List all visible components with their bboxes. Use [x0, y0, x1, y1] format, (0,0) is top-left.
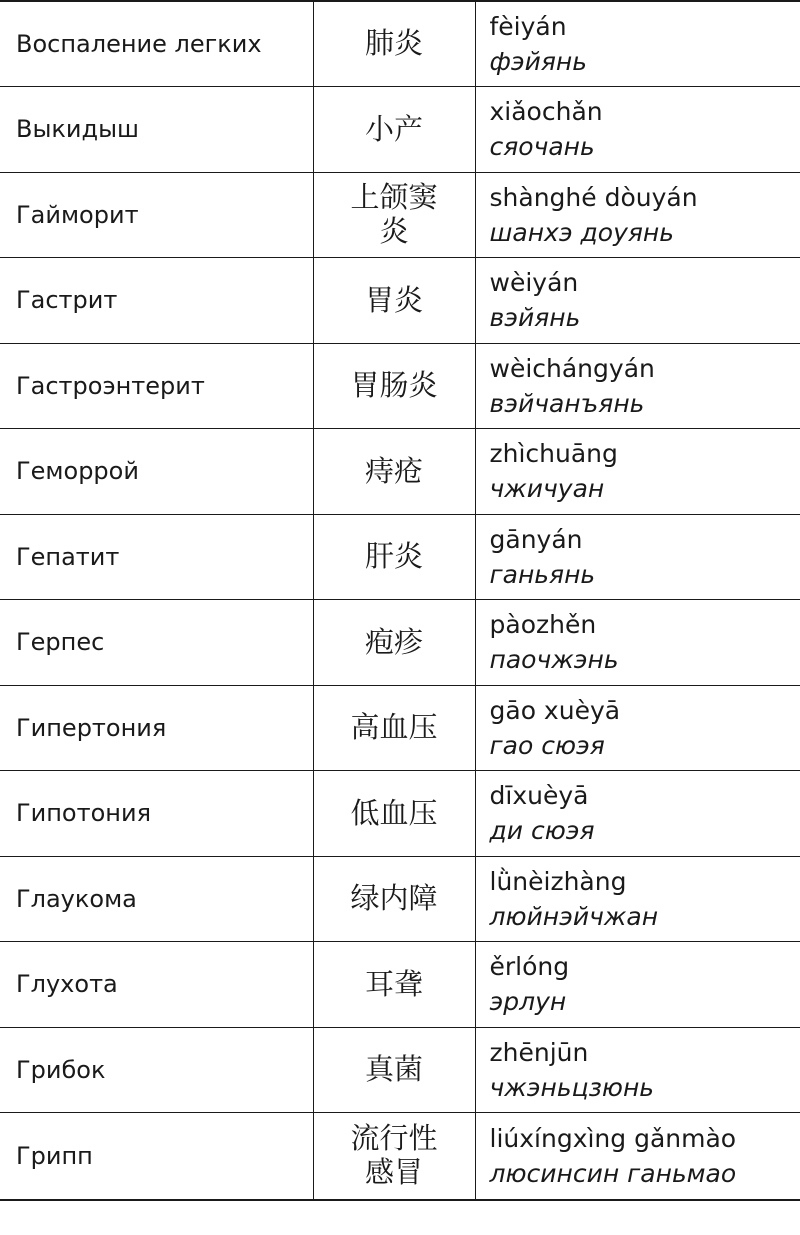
russian-term: Глаукома: [0, 856, 313, 942]
table-row: [0, 87, 800, 173]
transcription-cell: [475, 258, 800, 344]
chinese-term: [313, 172, 475, 258]
chinese-characters: 疱疹: [364, 624, 423, 659]
table-row: [0, 942, 800, 1028]
pinyin: lǜnèizhàng: [489, 866, 627, 896]
chinese-characters: 肝炎: [364, 539, 423, 574]
transcription-cell: [475, 87, 800, 173]
chinese-characters: 肺炎: [364, 26, 423, 61]
pinyin: pàozhěn: [489, 610, 597, 640]
chinese-characters: 痔疮: [364, 453, 423, 488]
chinese-characters: 上颌窦炎: [350, 180, 438, 248]
russian-term: Грибок: [0, 1027, 313, 1113]
cyrillic-transcription: чжэньцзюнь: [489, 1072, 655, 1102]
chinese-term: [313, 1, 475, 87]
chinese-term: [313, 600, 475, 686]
pinyin: zhēnjūn: [489, 1037, 589, 1067]
cyrillic-transcription: эрлун: [489, 987, 567, 1017]
chinese-characters: 流行性感冒: [350, 1121, 438, 1189]
cyrillic-transcription: шанхэ доуянь: [489, 217, 674, 247]
transcription-cell: [475, 771, 800, 857]
pinyin: fèiyán: [489, 12, 567, 41]
table-row: [0, 172, 800, 258]
russian-term: Гастроэнтерит: [0, 343, 313, 429]
pinyin: wèiyán: [489, 268, 579, 298]
table-row: [0, 1, 800, 87]
chinese-term: [313, 856, 475, 942]
cyrillic-transcription: люсинсин ганьмао: [489, 1158, 737, 1188]
table-row: [0, 856, 800, 942]
pinyin: wèichángyán: [489, 353, 655, 383]
transcription-cell: [475, 429, 800, 515]
chinese-characters: 高血压: [350, 710, 438, 745]
cyrillic-transcription: вэйянь: [489, 303, 581, 333]
cyrillic-transcription: ди сюэя: [489, 816, 595, 846]
pinyin: ěrlóng: [489, 952, 570, 982]
pinyin: dīxuèyā: [489, 781, 589, 811]
russian-term: Гипертония: [0, 685, 313, 771]
chinese-characters: 胃肠炎: [350, 368, 438, 403]
table-row: [0, 258, 800, 344]
chinese-characters: 耳聋: [364, 966, 423, 1001]
pinyin: gānyán: [489, 524, 583, 554]
pinyin: gāo xuèyā: [489, 695, 621, 725]
chinese-term: [313, 343, 475, 429]
transcription-cell: [475, 856, 800, 942]
transcription-cell: [475, 1, 800, 87]
table-row: [0, 771, 800, 857]
russian-term: Гайморит: [0, 172, 313, 258]
russian-term: Геморрой: [0, 429, 313, 515]
chinese-term: [313, 1027, 475, 1113]
chinese-term: [313, 258, 475, 344]
russian-term: Грипп: [0, 1113, 313, 1200]
chinese-characters: 小产: [364, 111, 423, 146]
russian-term: Герпес: [0, 600, 313, 686]
cyrillic-transcription: гао сюэя: [489, 730, 605, 760]
transcription-cell: [475, 1113, 800, 1200]
cyrillic-transcription: ганьянь: [489, 559, 596, 589]
chinese-term: [313, 87, 475, 173]
transcription-cell: [475, 942, 800, 1028]
transcription-cell: [475, 172, 800, 258]
pinyin: shànghé dòuyán: [489, 182, 698, 212]
transcription-cell: [475, 685, 800, 771]
table-row: [0, 600, 800, 686]
transcription-cell: [475, 600, 800, 686]
cyrillic-transcription: фэйянь: [489, 47, 587, 76]
russian-term: Гипотония: [0, 771, 313, 857]
pinyin: liúxíngxìng gǎnmào: [489, 1123, 737, 1153]
chinese-term: [313, 771, 475, 857]
chinese-characters: 绿内障: [350, 881, 438, 916]
russian-term: Гепатит: [0, 514, 313, 600]
chinese-characters: 低血压: [350, 795, 438, 830]
russian-term: Глухота: [0, 942, 313, 1028]
cyrillic-transcription: чжичуан: [489, 474, 605, 504]
cyrillic-transcription: вэйчанъянь: [489, 388, 645, 418]
cyrillic-transcription: сяочань: [489, 132, 595, 162]
cyrillic-transcription: люйнэйчжан: [489, 901, 659, 931]
table-row: [0, 1113, 800, 1200]
table-row: [0, 685, 800, 771]
table-row: [0, 514, 800, 600]
pinyin: xiǎochǎn: [489, 97, 603, 127]
chinese-term: [313, 1113, 475, 1200]
chinese-characters: 胃炎: [364, 282, 423, 317]
chinese-characters: 真菌: [364, 1052, 423, 1087]
transcription-cell: [475, 343, 800, 429]
chinese-term: [313, 942, 475, 1028]
table-row: [0, 429, 800, 515]
table-row: [0, 1027, 800, 1113]
cyrillic-transcription: паочжэнь: [489, 645, 619, 675]
chinese-term: [313, 429, 475, 515]
pinyin: zhìchuāng: [489, 439, 618, 469]
russian-term: Гастрит: [0, 258, 313, 344]
russian-term: Выкидыш: [0, 87, 313, 173]
transcription-cell: [475, 514, 800, 600]
transcription-cell: [475, 1027, 800, 1113]
table-row: [0, 343, 800, 429]
chinese-term: [313, 685, 475, 771]
vocabulary-table-body: [0, 1, 800, 1200]
russian-term: Воспаление легких: [0, 1, 313, 87]
chinese-term: [313, 514, 475, 600]
